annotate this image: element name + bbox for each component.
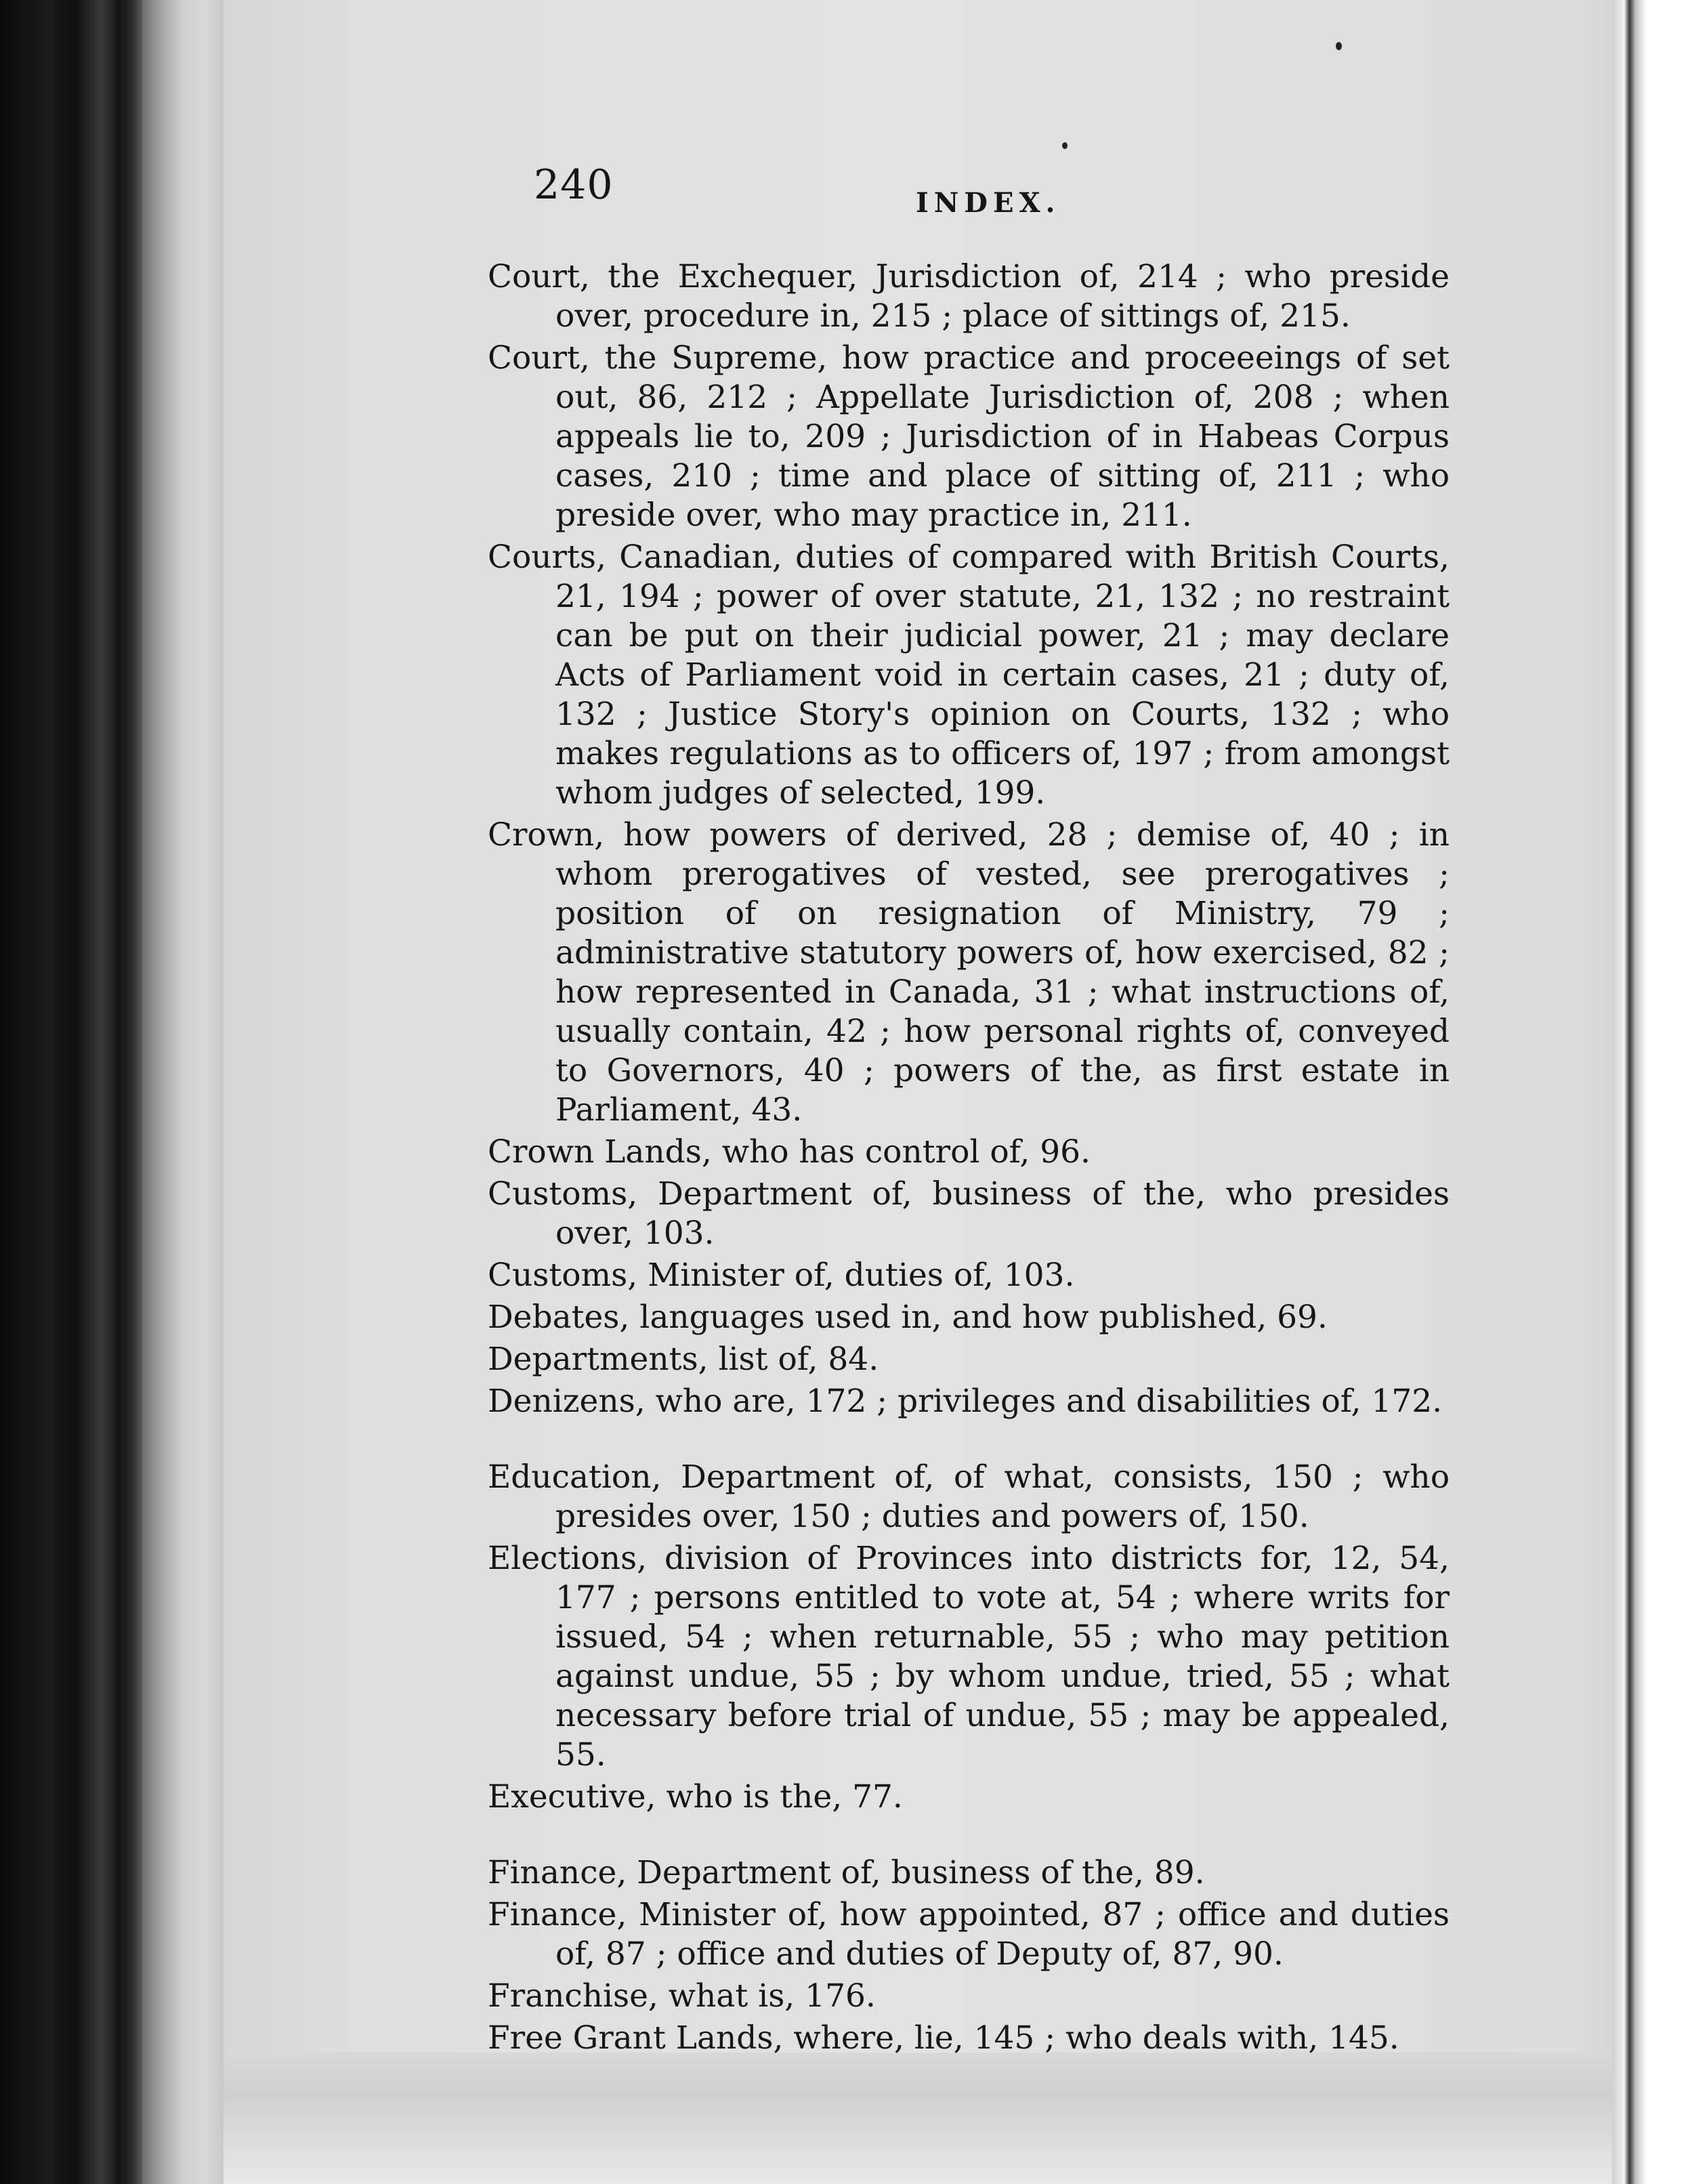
index-entry: Finance, Minister of, how appointed, 87 ; office and duties of, 87 ; office and duties of Deputy of, 87, 90. — [488, 1896, 1450, 1973]
running-head: INDEX. — [916, 187, 1061, 219]
index-entry: Elections, division of Provinces into districts for, 12, 54, 177 ; persons entitled to vote at, 54 ; where writs for issued, 54 ; when returnable, 55 ; who may petition against undue, 55 ; by whom undue, tried, 55 ; what necessary before trial of undue, 55 ; may be appealed, 55. — [488, 1540, 1450, 1773]
dust-speck — [1062, 142, 1068, 149]
page-number: 240 — [534, 161, 614, 209]
page-bottom-edge — [224, 2053, 1612, 2184]
dust-speck — [1336, 42, 1342, 50]
section-gap — [488, 1820, 1450, 1853]
book-binding — [0, 0, 142, 2184]
index-entry: Courts, Canadian, duties of compared with British Courts, 21, 194 ; power of over statute, 21, 132 ; no restraint can be put on their judicial power, 21 ; may declare Acts of Parliament void in certain cases, 21 ; duty of, 132 ; Justice Story's opinion on Courts, 132 ; who makes regulations as to officers of, 197 ; from amongst whom judges of selected, 199. — [488, 539, 1450, 812]
index-entry: Customs, Minister of, duties of, 103. — [488, 1257, 1075, 1294]
index-entry: Franchise, what is, 176. — [488, 1977, 876, 2015]
index-section-f — [488, 1853, 1450, 2058]
index-section-c — [488, 257, 1450, 1421]
page-right-edge — [1612, 0, 1646, 2184]
index-entry: Education, Department of, of what, consists, 150 ; who presides over, 150 ; duties and powers of, 150. — [488, 1458, 1450, 1535]
index-entry: Departments, list of, 84. — [488, 1341, 879, 1378]
index-entry: Crown, how powers of derived, 28 ; demise of, 40 ; in whom prerogatives of vested, see prerogatives ; position of on resignation of Ministry, 79 ; administrative statutory powers of, how exercised, 82 ; how represented in Canada, 31 ; what instructions of, usually contain, 42 ; how personal rights of, conveyed to Governors, 40 ; powers of the, as first estate in Parliament, 43. — [488, 816, 1450, 1129]
index-entry: Executive, who is the, 77. — [488, 1778, 903, 1815]
index-entry: Denizens, who are, 172 ; privileges and disabilities of, 172. — [488, 1383, 1443, 1420]
index-entry: Free Grant Lands, where, lie, 145 ; who deals with, 145. — [488, 2019, 1399, 2057]
index-entry: Finance, Department of, business of the, 89. — [488, 1854, 1205, 1891]
section-gap — [488, 1424, 1450, 1458]
index-entry: Court, the Supreme, how practice and proceeeings of set out, 86, 212 ; Appellate Jurisdiction of, 208 ; when appeals lie to, 209 ; Jurisdiction of in Habeas Corpus cases, 210 ; time and place of sitting of, 211 ; who preside over, who may practice in, 211. — [488, 339, 1450, 534]
index-entry: Court, the Exchequer, Jurisdiction of, 214 ; who preside over, procedure in, 215 ; place of sittings of, 215. — [488, 258, 1450, 335]
index-entry: Crown Lands, who has control of, 96. — [488, 1133, 1091, 1171]
index-entry: Customs, Department of, business of the, who presides over, 103. — [488, 1175, 1450, 1252]
index-section-e — [488, 1458, 1450, 1817]
page-gutter — [142, 0, 224, 2184]
index-body — [488, 257, 1450, 2061]
index-entry: Debates, languages used in, and how published, 69. — [488, 1299, 1328, 1336]
